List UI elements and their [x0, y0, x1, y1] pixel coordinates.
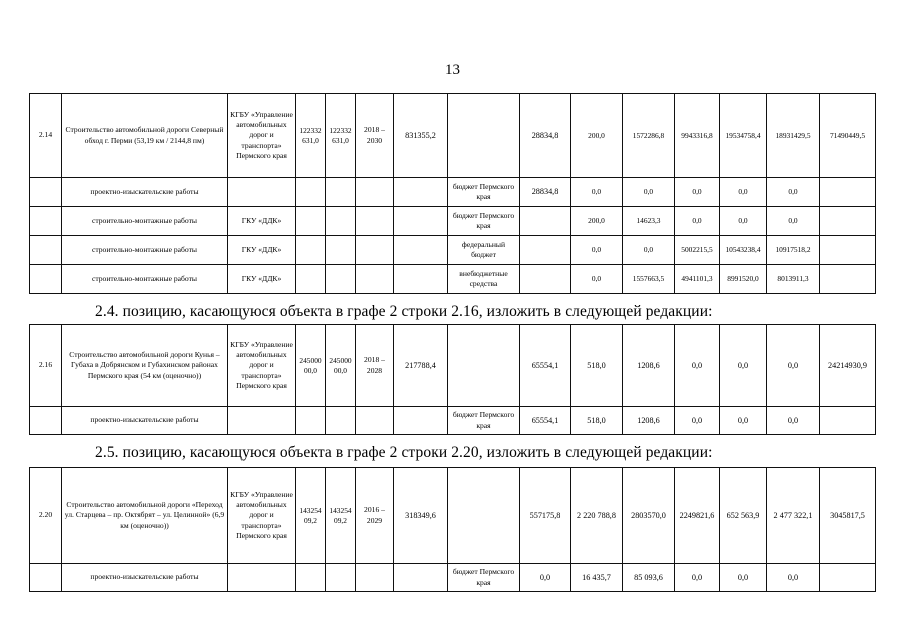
value-3: 1557663,5 — [623, 265, 675, 294]
value-6: 0,0 — [767, 407, 820, 435]
value-2: 0,0 — [571, 236, 623, 265]
value-4: 0,0 — [675, 207, 720, 236]
value-7: 71490449,5 — [820, 94, 876, 178]
value-1 — [520, 236, 571, 265]
table-row — [30, 94, 876, 178]
work-type: проектно-изыскательские работы — [62, 178, 228, 207]
capacity-2: 245000 00,0 — [326, 325, 356, 407]
value-5: 10543238,4 — [720, 236, 767, 265]
capacity-2: 122332 631,0 — [326, 94, 356, 178]
value-2: 518,0 — [571, 407, 623, 435]
value-4: 0,0 — [675, 407, 720, 435]
table-row — [30, 564, 876, 592]
value-5: 0,0 — [720, 564, 767, 592]
value-7: 24214930,9 — [820, 325, 876, 407]
funding-source: бюджет Пермского края — [448, 407, 520, 435]
funding-source: бюджет Пермского края — [448, 178, 520, 207]
value-3: 14623,3 — [623, 207, 675, 236]
table-row — [30, 325, 876, 407]
value-4: 4941101,3 — [675, 265, 720, 294]
value-6: 0,0 — [767, 178, 820, 207]
object-name: Строительство автомобильной дороги Северный обход г. Перми (53,19 км / 2144,8 пм) — [62, 94, 228, 178]
object-name: Строительство автомобильной дороги «Переход ул. Старцева – пр. Октябрят – ул. Целинной» (6,9 км (оценочно)) — [62, 468, 228, 564]
funding-source — [448, 325, 520, 407]
value-1 — [520, 207, 571, 236]
cost: 831355,2 — [394, 94, 448, 178]
value-7 — [820, 207, 876, 236]
capacity-1: 122332 631,0 — [296, 94, 326, 178]
customer — [228, 178, 296, 207]
period: 2018 – 2030 — [356, 94, 394, 178]
value-6: 0,0 — [767, 564, 820, 592]
value-1: 65554,1 — [520, 407, 571, 435]
customer — [228, 407, 296, 435]
value-5: 8991520,0 — [720, 265, 767, 294]
customer: КГБУ «Управление автомобильных дорог и транспорта» Пермского края — [228, 94, 296, 178]
table-row — [30, 265, 876, 294]
table-row-2-14 — [29, 93, 876, 294]
value-2: 16 435,7 — [571, 564, 623, 592]
value-2: 518,0 — [571, 325, 623, 407]
value-5: 0,0 — [720, 178, 767, 207]
value-3: 0,0 — [623, 236, 675, 265]
value-7 — [820, 178, 876, 207]
period: 2018 – 2028 — [356, 325, 394, 407]
value-5: 0,0 — [720, 325, 767, 407]
section-heading-2-4: 2.4. позицию, касающуюся объекта в графе 2 строки 2.16, изложить в следующей редакции: — [95, 303, 713, 320]
value-3: 0,0 — [623, 178, 675, 207]
row-number: 2.14 — [30, 94, 62, 178]
work-type: строительно-монтажные работы — [62, 265, 228, 294]
value-4: 0,0 — [675, 178, 720, 207]
value-4: 0,0 — [675, 325, 720, 407]
funding-source: бюджет Пермского края — [448, 564, 520, 592]
customer: ГКУ «ДДК» — [228, 265, 296, 294]
row-number: 2.16 — [30, 325, 62, 407]
work-type: строительно-монтажные работы — [62, 236, 228, 265]
cost: 318349,6 — [394, 468, 448, 564]
value-6: 2 477 322,1 — [767, 468, 820, 564]
value-3: 2803570,0 — [623, 468, 675, 564]
value-7 — [820, 407, 876, 435]
table-row — [30, 468, 876, 564]
capacity-1: 143254 09,2 — [296, 468, 326, 564]
value-6: 8013911,3 — [767, 265, 820, 294]
page-number: 13 — [445, 62, 460, 78]
value-7: 3045817,5 — [820, 468, 876, 564]
value-4: 0,0 — [675, 564, 720, 592]
value-6: 0,0 — [767, 325, 820, 407]
table-row — [30, 236, 876, 265]
customer — [228, 564, 296, 592]
capacity-1: 245000 00,0 — [296, 325, 326, 407]
work-type: строительно-монтажные работы — [62, 207, 228, 236]
work-type: проектно-изыскательские работы — [62, 564, 228, 592]
value-2: 200,0 — [571, 207, 623, 236]
funding-source — [448, 468, 520, 564]
table-row — [30, 178, 876, 207]
value-1: 28834,8 — [520, 94, 571, 178]
value-2: 0,0 — [571, 265, 623, 294]
table-row-2-20 — [29, 467, 876, 592]
table-row — [30, 207, 876, 236]
customer: КГБУ «Управление автомобильных дорог и транспорта» Пермского края — [228, 468, 296, 564]
period: 2016 – 2029 — [356, 468, 394, 564]
value-3: 1572286,8 — [623, 94, 675, 178]
value-7 — [820, 265, 876, 294]
value-2: 200,0 — [571, 94, 623, 178]
value-1: 28834,8 — [520, 178, 571, 207]
object-name: Строительство автомобильной дороги Кунья – Губаха в Добрянском и Губахинском районах Пермского края (54 км (оценочно)) — [62, 325, 228, 407]
value-1 — [520, 265, 571, 294]
value-7 — [820, 564, 876, 592]
row-number: 2.20 — [30, 468, 62, 564]
value-7 — [820, 236, 876, 265]
value-2: 2 220 788,8 — [571, 468, 623, 564]
section-heading-2-5: 2.5. позицию, касающуюся объекта в графе 2 строки 2.20, изложить в следующей редакции: — [95, 444, 713, 461]
funding-source: бюджет Пермского края — [448, 207, 520, 236]
value-6: 18931429,5 — [767, 94, 820, 178]
value-5: 652 563,9 — [720, 468, 767, 564]
funding-source: федеральный бюджет — [448, 236, 520, 265]
customer: ГКУ «ДДК» — [228, 207, 296, 236]
value-1: 0,0 — [520, 564, 571, 592]
value-5: 19534758,4 — [720, 94, 767, 178]
value-4: 9943316,8 — [675, 94, 720, 178]
value-5: 0,0 — [720, 207, 767, 236]
value-1: 65554,1 — [520, 325, 571, 407]
value-3: 1208,6 — [623, 407, 675, 435]
value-5: 0,0 — [720, 407, 767, 435]
funding-source — [448, 94, 520, 178]
funding-source: внебюджетные средства — [448, 265, 520, 294]
value-6: 10917518,2 — [767, 236, 820, 265]
table-row — [30, 407, 876, 435]
work-type: проектно-изыскательские работы — [62, 407, 228, 435]
value-3: 85 093,6 — [623, 564, 675, 592]
value-4: 5002215,5 — [675, 236, 720, 265]
value-3: 1208,6 — [623, 325, 675, 407]
cost: 217788,4 — [394, 325, 448, 407]
value-6: 0,0 — [767, 207, 820, 236]
customer: КГБУ «Управление автомобильных дорог и транспорта» Пермского края — [228, 325, 296, 407]
value-1: 557175,8 — [520, 468, 571, 564]
capacity-2: 143254 09,2 — [326, 468, 356, 564]
value-2: 0,0 — [571, 178, 623, 207]
value-4: 2249821,6 — [675, 468, 720, 564]
customer: ГКУ «ДДК» — [228, 236, 296, 265]
table-row-2-16 — [29, 324, 876, 435]
